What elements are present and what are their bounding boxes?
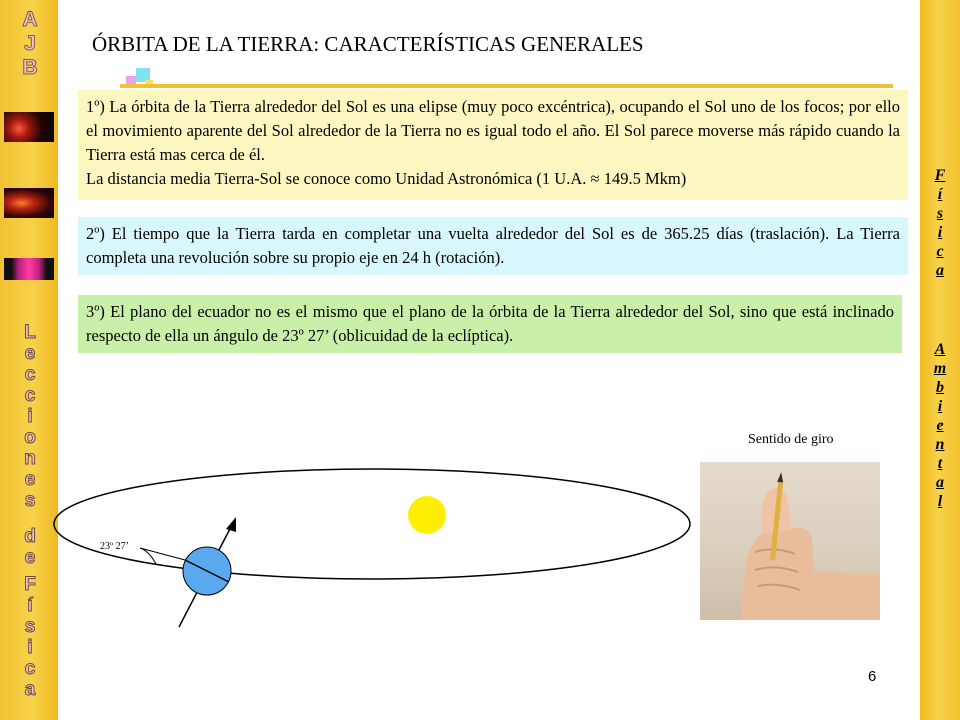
logo-letter: A [22, 8, 38, 31]
fisica-vertical-label-right: F í s i c a [934, 167, 946, 279]
orbit-ellipse-text: 1º) La órbita de la Tierra alrededor del Sol es una elipse (muy poco excéntrica), ocupando el Sol uno de los focos; por ello el movimiento aparente del Sol alrededor de la Tierra no es igual todo el año. El Sol parece moverse más rápido cuando la Tierra está mas cerca de él. [86, 97, 900, 164]
astronomical-unit-text: La distancia media Tierra-Sol se conoce como Unidad Astronómica (1 U.A. ≈ 149.5 Mkm) [86, 169, 687, 188]
obliquity-text: 3º) El plano del ecuador no es el mismo que el plano de la órbita de la Tierra alrededor del Sol, sino que está inclinado respecto de ella un ángulo de 23º 27’ (oblicuidad de la eclíptica). [86, 302, 894, 345]
obliquity-reference-line [140, 548, 185, 560]
photo-caption: Sentido de giro [748, 432, 834, 447]
fisica-vertical-label-left: F í s i c a [24, 574, 36, 700]
page-title: ÓRBITA DE LA TIERRA: CARACTERÍSTICAS GENERALES [92, 32, 644, 56]
axis-arrowhead [226, 517, 236, 532]
sun [408, 496, 446, 534]
thumb-up-hand-photo [700, 462, 880, 620]
hand-illustration [700, 462, 880, 620]
angle-label: 23º 27’ [100, 541, 129, 552]
de-vertical-label: d e [24, 526, 36, 568]
lecciones-vertical-label: L e c c i o n e s [24, 322, 36, 511]
translation-rotation-text: 2º) El tiempo que la Tierra tarda en completar una vuelta alrededor del Sol es de 365.25 días (traslación). La Tierra completa una revolución sobre su propio eje en 24 h (rotación). [86, 224, 900, 267]
page-number: 6 [868, 668, 877, 685]
logo-letter: J [24, 32, 36, 55]
orbit-ellipse [54, 469, 690, 579]
logo-letter: B [22, 56, 38, 79]
ambiental-vertical-label: A m b i e n t a l [933, 341, 947, 510]
